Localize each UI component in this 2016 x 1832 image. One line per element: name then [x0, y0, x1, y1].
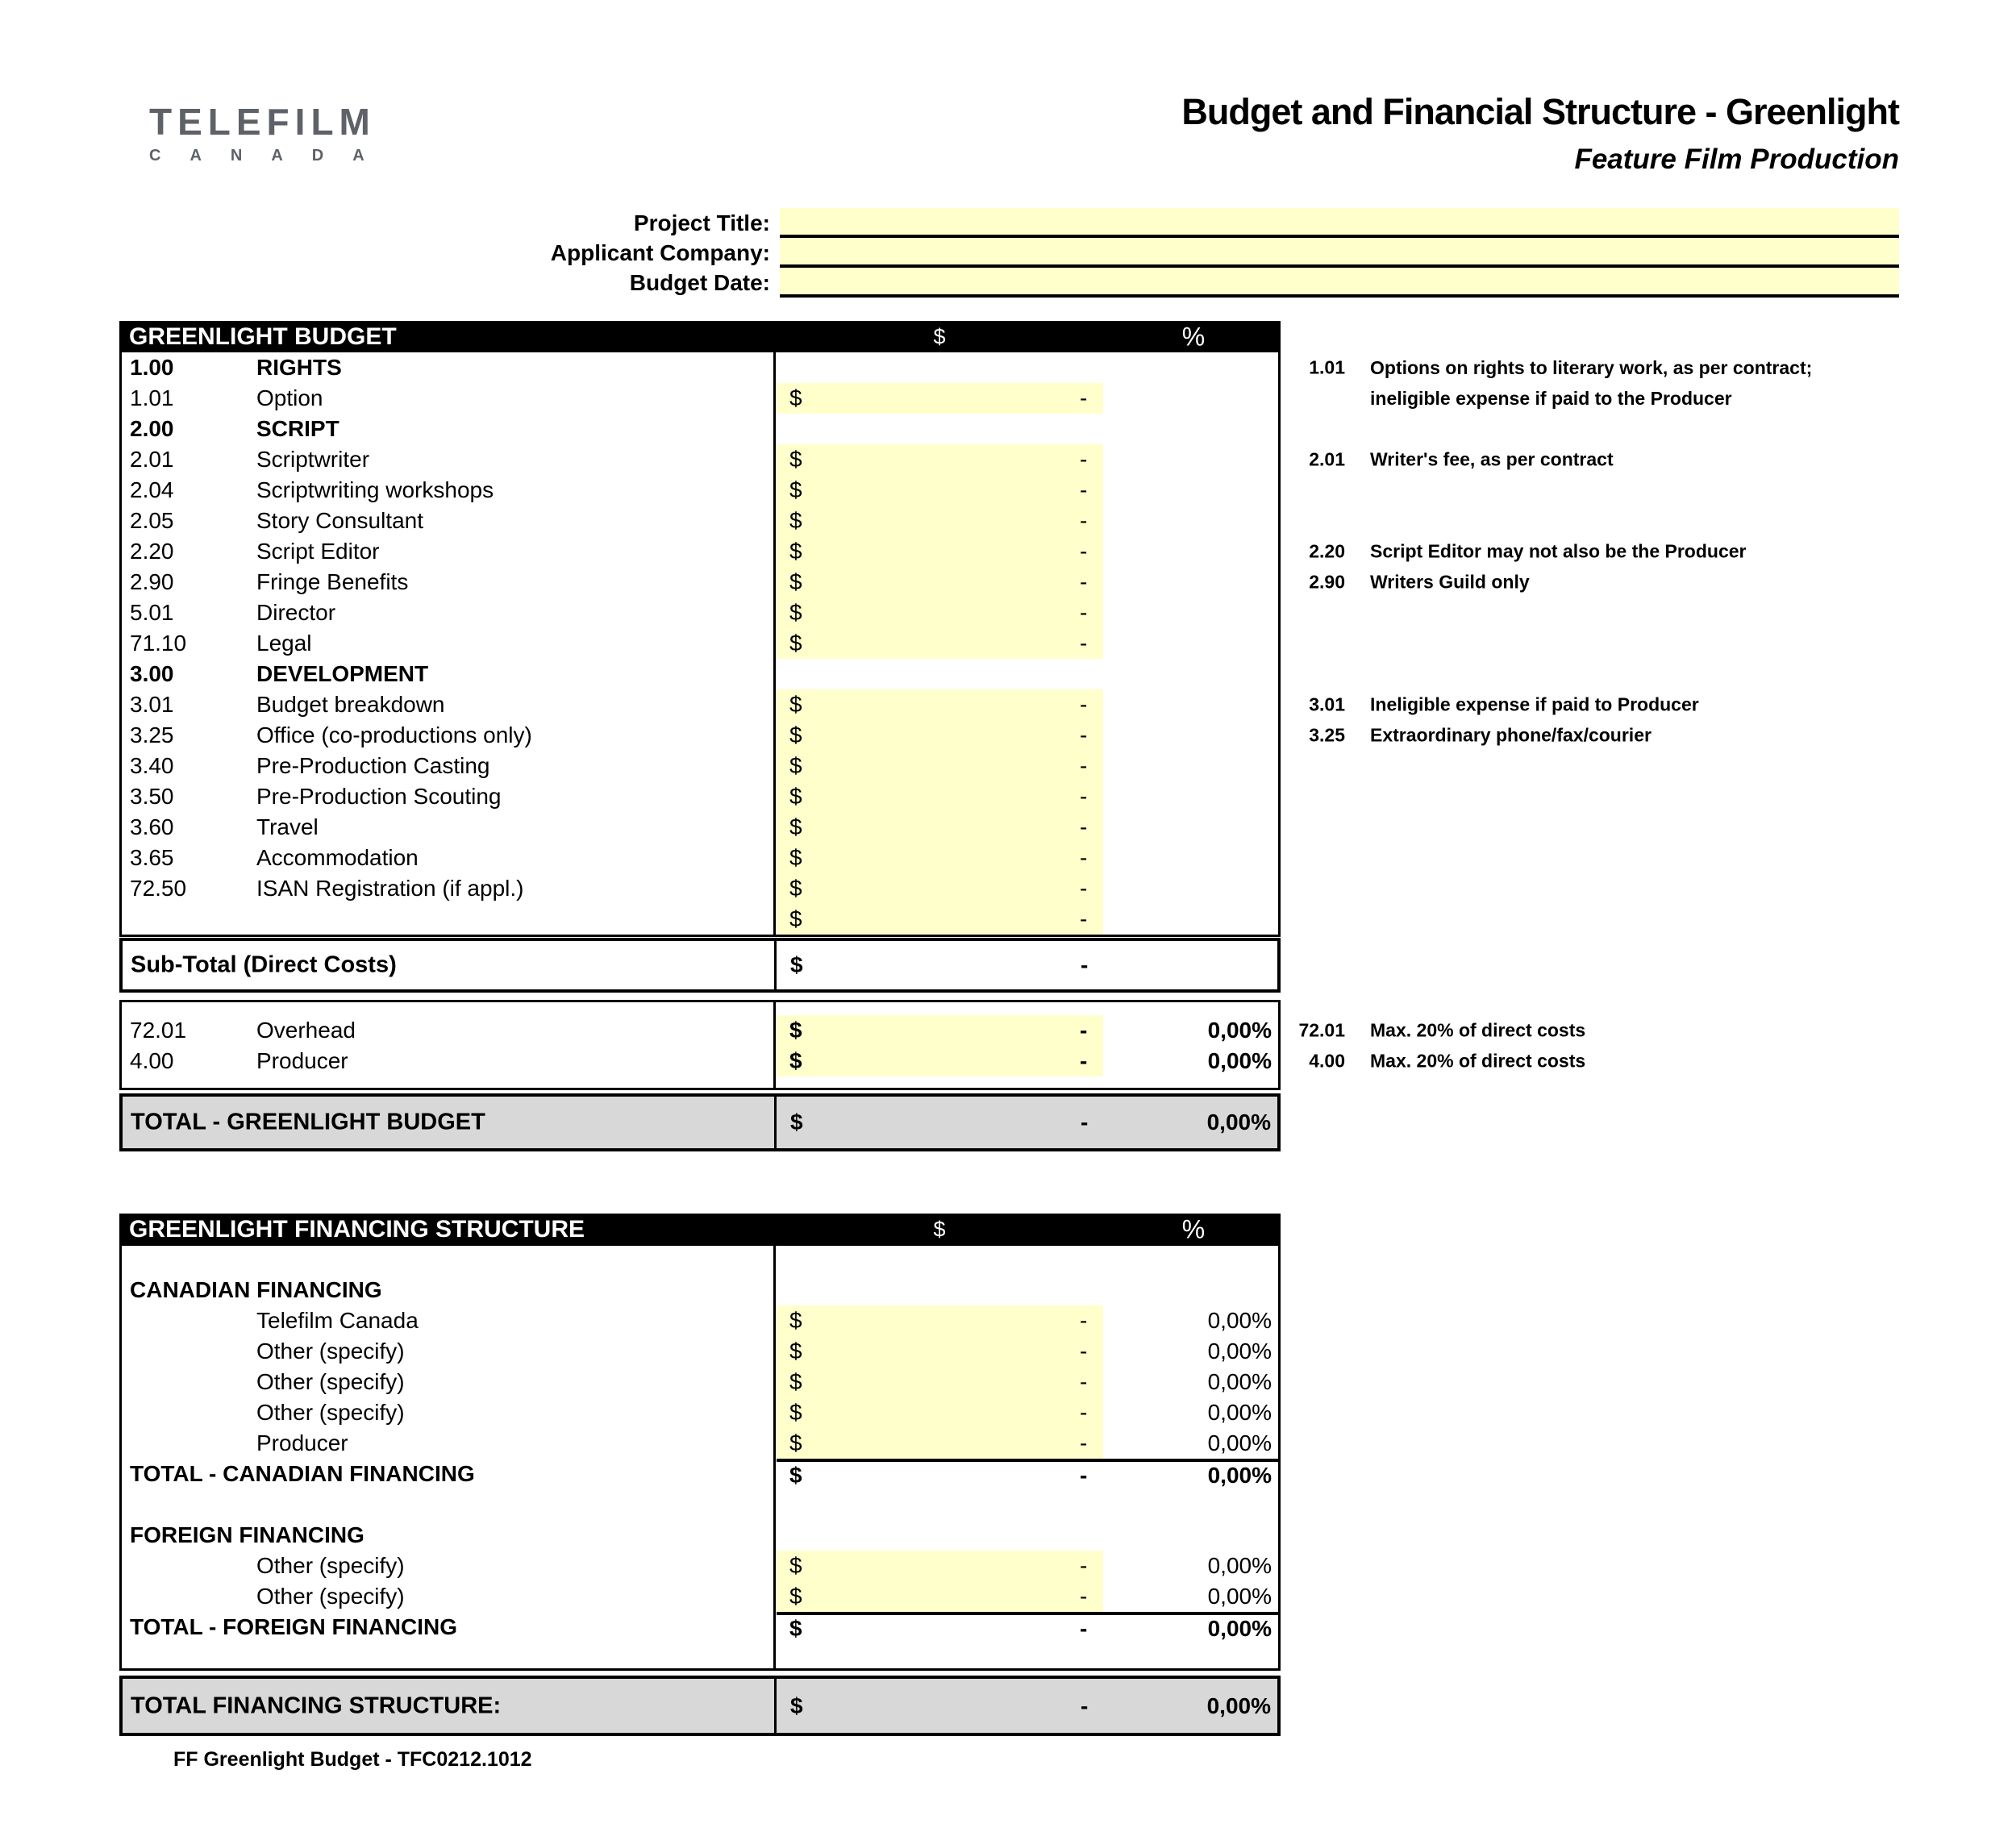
- dollar-sign: $: [789, 1463, 802, 1488]
- amount-value: -: [1080, 1308, 1088, 1333]
- dollar-sign: $: [789, 631, 802, 656]
- title-block: [1181, 90, 1899, 176]
- account-label: Story Consultant: [256, 508, 423, 533]
- form-row-applicant-company: [119, 238, 1899, 268]
- amount-cell: [777, 1336, 1278, 1367]
- financing-table-body: [119, 1246, 1281, 1671]
- dollar-sign: $: [789, 1369, 802, 1394]
- amount-cell: [777, 1551, 1278, 1581]
- account-code: 3.25: [130, 722, 174, 747]
- amount-cell: [777, 1679, 1277, 1733]
- table-row: [122, 1489, 1278, 1520]
- amount-input-cell[interactable]: [777, 444, 1103, 475]
- amount-input-cell[interactable]: [777, 1581, 1103, 1612]
- table-row: [122, 536, 1747, 567]
- amount-cell: [777, 751, 1278, 781]
- table-row: [122, 1612, 1278, 1643]
- dollar-sign: $: [789, 600, 802, 625]
- dollar-sign: $: [789, 539, 802, 564]
- financing-source-label: Other (specify): [256, 1400, 405, 1425]
- amount-input-cell[interactable]: [777, 781, 1103, 812]
- amount-input-cell[interactable]: [777, 567, 1103, 597]
- percent-column-header: %: [1181, 1214, 1206, 1244]
- amount-value: -: [1080, 1616, 1088, 1641]
- amount-input-cell[interactable]: [777, 597, 1103, 628]
- account-label: Accommodation: [256, 845, 419, 870]
- table-row: [122, 1305, 1278, 1336]
- amount-input-cell[interactable]: [777, 904, 1103, 935]
- total-foreign-financing-label: TOTAL - FOREIGN FINANCING: [130, 1614, 457, 1639]
- amount-cell: [777, 1015, 1278, 1046]
- table-row: [122, 444, 1614, 475]
- amount-cell: [777, 843, 1278, 873]
- applicant-company-label: Applicant Company:: [550, 239, 770, 265]
- amount-cell: [777, 1367, 1278, 1397]
- amount-value: -: [1080, 784, 1088, 809]
- table-row: [122, 751, 1278, 781]
- project-title-label: Project Title:: [633, 210, 770, 235]
- account-label: Fringe Benefits: [256, 569, 409, 594]
- amount-cell: [777, 383, 1278, 414]
- amount-value: -: [1081, 1110, 1089, 1135]
- dollar-sign: $: [789, 814, 802, 839]
- subtotal-label: Sub-Total (Direct Costs): [131, 951, 397, 978]
- total-budget-label: TOTAL - GREENLIGHT BUDGET: [131, 1109, 485, 1135]
- account-code: 1.01: [130, 385, 174, 410]
- amount-input-cell[interactable]: [777, 689, 1103, 720]
- account-label: Scriptwriter: [256, 447, 370, 472]
- dollar-sign: $: [789, 1400, 802, 1425]
- account-code: 3.00: [130, 661, 174, 686]
- column-divider: [774, 941, 777, 989]
- table-row: [122, 414, 1278, 444]
- account-label: ISAN Registration (if appl.): [256, 876, 524, 901]
- account-code: 3.01: [130, 692, 174, 717]
- dollar-sign: $: [789, 784, 802, 809]
- dollar-sign: $: [789, 1339, 802, 1364]
- percent-value: 0,00%: [1206, 1693, 1271, 1718]
- dollar-sign: $: [789, 385, 802, 410]
- percent-value: 0,00%: [1206, 1110, 1271, 1135]
- applicant-company-field-wrap: [780, 238, 1899, 268]
- financing-source-label: Telefilm Canada: [256, 1308, 419, 1333]
- amount-value: -: [1080, 845, 1088, 870]
- note-text: Extraordinary phone/fax/courier: [1370, 724, 1652, 746]
- amount-cell: [777, 475, 1278, 506]
- amount-value: -: [1080, 508, 1088, 533]
- financing-source-label: Other (specify): [256, 1553, 405, 1578]
- amount-input-cell[interactable]: [777, 873, 1103, 904]
- dollar-sign: $: [789, 477, 802, 502]
- table-row: [122, 873, 1278, 904]
- account-code: 71.10: [130, 631, 187, 656]
- table-row: [122, 1275, 1278, 1305]
- table-row: [122, 383, 1278, 414]
- telefilm-canada-logo: [149, 103, 394, 164]
- percent-value: 0,00%: [1207, 1048, 1272, 1073]
- amount-cell: [777, 812, 1278, 843]
- amount-value: -: [1080, 385, 1088, 410]
- table-row: [122, 506, 1278, 536]
- percent-value: 0,00%: [1207, 1584, 1272, 1609]
- logo-wordmark: TELEFILM: [149, 101, 376, 143]
- amount-value: -: [1080, 1463, 1088, 1488]
- amount-cell: [777, 1459, 1278, 1489]
- account-code: 3.40: [130, 753, 174, 778]
- account-label: Overhead: [256, 1018, 356, 1043]
- account-label: Travel: [256, 814, 319, 839]
- account-code: 2.20: [130, 539, 174, 564]
- note-code: 4.00: [1309, 1050, 1345, 1072]
- table-row: [122, 597, 1278, 628]
- dollar-sign: $: [789, 1553, 802, 1578]
- amount-cell: [777, 506, 1278, 536]
- note-code: 2.20: [1309, 540, 1345, 562]
- amount-input-cell[interactable]: [777, 1367, 1103, 1397]
- percent-value: 0,00%: [1207, 1308, 1272, 1333]
- subtotal-direct-costs-row: [119, 938, 1281, 993]
- amount-cell: [777, 597, 1278, 628]
- amount-value: -: [1080, 600, 1088, 625]
- percent-value: 0,00%: [1207, 1430, 1272, 1455]
- table-row: [122, 904, 1278, 935]
- section-label: RIGHTS: [256, 355, 342, 380]
- amount-cell: [777, 873, 1278, 904]
- amount-cell: [777, 904, 1278, 935]
- amount-input-cell[interactable]: [777, 383, 1103, 414]
- amount-input-cell[interactable]: [777, 628, 1103, 659]
- account-code: 2.04: [130, 477, 174, 502]
- amount-value: -: [1080, 906, 1088, 931]
- table-row: [122, 659, 1278, 689]
- amount-value: -: [1080, 1369, 1088, 1394]
- account-code: 2.00: [130, 416, 174, 441]
- table-row: [122, 475, 1278, 506]
- amount-value: -: [1080, 569, 1088, 594]
- amount-cell: [777, 536, 1278, 567]
- column-divider: [774, 1097, 777, 1148]
- dollar-sign: $: [790, 1110, 803, 1135]
- amount-input-cell[interactable]: [777, 1336, 1103, 1367]
- amount-input-cell[interactable]: [777, 1015, 1103, 1046]
- account-code: 4.00: [130, 1048, 174, 1073]
- dollar-sign: $: [789, 1018, 802, 1043]
- note-code: 72.01: [1298, 1019, 1345, 1041]
- amount-input-cell[interactable]: [777, 475, 1103, 506]
- section-label: DEVELOPMENT: [256, 661, 429, 686]
- dollar-column-header: $: [933, 1217, 946, 1242]
- overhead-producer-box: [119, 1000, 1586, 1090]
- table-row: [122, 689, 1699, 720]
- form-reference-footer: FF Greenlight Budget - TFC0212.1012: [173, 1748, 532, 1771]
- account-label: Budget breakdown: [256, 692, 445, 717]
- total-financing-structure-row: [119, 1676, 1281, 1736]
- percent-value: 0,00%: [1207, 1400, 1272, 1425]
- amount-input-cell[interactable]: [777, 812, 1103, 843]
- account-label: Director: [256, 600, 336, 625]
- note-text: [1370, 352, 1812, 414]
- account-label: Office (co-productions only): [256, 722, 532, 747]
- document-subtitle: Feature Film Production: [1574, 144, 1899, 175]
- amount-cell: [777, 628, 1278, 659]
- amount-cell: [777, 1046, 1278, 1076]
- dollar-sign: $: [790, 952, 803, 977]
- table-row: [122, 1246, 1278, 1275]
- table-row: [122, 567, 1530, 597]
- account-code: 2.01: [130, 447, 174, 472]
- dollar-sign: $: [789, 1584, 802, 1609]
- financing-source-label: Other (specify): [256, 1369, 405, 1394]
- amount-cell: [777, 941, 1277, 989]
- amount-value: -: [1080, 631, 1088, 656]
- project-title-input[interactable]: [780, 208, 1899, 235]
- financing-source-label: Other (specify): [256, 1584, 405, 1609]
- amount-input-cell[interactable]: [777, 751, 1103, 781]
- table-row: [122, 1367, 1278, 1397]
- note-text: Writers Guild only: [1370, 571, 1530, 593]
- amount-input-cell[interactable]: [777, 1046, 1103, 1076]
- amount-input-cell[interactable]: [777, 720, 1103, 751]
- total-financing-label: TOTAL FINANCING STRUCTURE:: [131, 1693, 502, 1718]
- percent-column-header: %: [1181, 322, 1206, 351]
- dollar-sign: $: [789, 508, 802, 533]
- amount-input-cell[interactable]: [777, 536, 1103, 567]
- table-row: [122, 1015, 1586, 1046]
- financing-source-label: Producer: [256, 1430, 348, 1455]
- amount-input-cell[interactable]: [777, 1397, 1103, 1428]
- dollar-sign: $: [789, 1308, 802, 1333]
- dollar-sign: $: [789, 1048, 802, 1073]
- dollar-sign: $: [789, 1616, 802, 1641]
- amount-value: -: [1080, 876, 1088, 901]
- account-label: Script Editor: [256, 539, 380, 564]
- note-text: Script Editor may not also be the Producer: [1370, 540, 1747, 562]
- project-title-field-wrap: [780, 208, 1899, 238]
- project-info-form: [119, 208, 1899, 298]
- amount-value: -: [1080, 722, 1088, 747]
- financing-table-title: GREENLIGHT FINANCING STRUCTURE: [129, 1216, 585, 1243]
- note-line: ineligible expense if paid to the Producer: [1370, 388, 1732, 409]
- amount-value: -: [1080, 539, 1088, 564]
- table-row: [122, 1551, 1278, 1581]
- logo-country: CANADA: [149, 147, 394, 164]
- account-code: 2.90: [130, 569, 174, 594]
- percent-value: 0,00%: [1207, 1463, 1272, 1488]
- dollar-sign: $: [790, 1693, 803, 1718]
- amount-value: -: [1080, 1339, 1088, 1364]
- note-text: Writer's fee, as per contract: [1370, 448, 1614, 470]
- section-label: FOREIGN FINANCING: [130, 1522, 364, 1547]
- table-row: [122, 1336, 1278, 1367]
- dollar-sign: $: [789, 876, 802, 901]
- account-label: Pre-Production Casting: [256, 753, 490, 778]
- dollar-sign: $: [789, 753, 802, 778]
- budget-date-field-wrap: [780, 268, 1899, 298]
- amount-value: -: [1080, 1048, 1088, 1073]
- amount-value: -: [1080, 692, 1088, 717]
- amount-cell: [777, 781, 1278, 812]
- account-code: 2.05: [130, 508, 174, 533]
- account-code: 3.50: [130, 784, 174, 809]
- table-row: [122, 720, 1652, 751]
- account-label: Pre-Production Scouting: [256, 784, 502, 809]
- amount-input-cell[interactable]: [777, 843, 1103, 873]
- applicant-company-input[interactable]: [780, 238, 1899, 264]
- note-code: 2.90: [1309, 571, 1345, 593]
- note-code: 3.25: [1309, 724, 1345, 746]
- form-row-budget-date: [119, 268, 1899, 298]
- document-title: Budget and Financial Structure - Greenlight: [1181, 91, 1899, 132]
- table-row: [122, 1459, 1278, 1489]
- amount-value: -: [1080, 1553, 1088, 1578]
- amount-input-cell[interactable]: [777, 506, 1103, 536]
- account-label: Scriptwriting workshops: [256, 477, 494, 502]
- amount-value: -: [1080, 477, 1088, 502]
- table-row: [122, 1428, 1278, 1459]
- amount-value: -: [1080, 753, 1088, 778]
- account-label: Option: [256, 385, 323, 410]
- note-code: 1.01: [1309, 356, 1345, 378]
- table-row: [122, 628, 1278, 659]
- amount-value: -: [1080, 1018, 1088, 1043]
- table-row: [122, 781, 1278, 812]
- table-row: [122, 812, 1278, 843]
- amount-cell: [777, 1397, 1278, 1428]
- budget-table-body: [119, 352, 1813, 937]
- amount-value: -: [1080, 1400, 1088, 1425]
- amount-value: -: [1080, 1430, 1088, 1455]
- table-row: [122, 1581, 1278, 1612]
- note-text: Max. 20% of direct costs: [1370, 1050, 1586, 1072]
- amount-cell: [777, 720, 1278, 751]
- percent-value: 0,00%: [1207, 1018, 1272, 1043]
- account-code: 5.01: [130, 600, 174, 625]
- dollar-sign: $: [789, 447, 802, 472]
- dollar-sign: $: [789, 845, 802, 870]
- amount-cell: [777, 1612, 1278, 1643]
- dollar-sign: $: [789, 692, 802, 717]
- table-row: [122, 1046, 1586, 1076]
- amount-value: -: [1081, 1693, 1089, 1718]
- budget-date-input[interactable]: [780, 268, 1899, 294]
- account-code: 3.65: [130, 845, 174, 870]
- note-text: Ineligible expense if paid to Producer: [1370, 693, 1699, 715]
- amount-value: -: [1081, 952, 1089, 977]
- total-canadian-financing-label: TOTAL - CANADIAN FINANCING: [130, 1461, 475, 1486]
- dollar-sign: $: [789, 569, 802, 594]
- amount-cell: [777, 1097, 1277, 1148]
- percent-value: 0,00%: [1207, 1553, 1272, 1578]
- amount-value: -: [1080, 814, 1088, 839]
- account-code: 72.01: [130, 1018, 187, 1043]
- financing-table-header: [119, 1214, 1281, 1246]
- column-divider: [774, 1679, 777, 1733]
- account-label: Producer: [256, 1048, 348, 1073]
- amount-value: -: [1080, 447, 1088, 472]
- budget-table-title: GREENLIGHT BUDGET: [129, 323, 397, 350]
- dollar-sign: $: [789, 722, 802, 747]
- account-code: 72.50: [130, 876, 187, 901]
- budget-table-header: [119, 321, 1281, 352]
- note-code: 3.01: [1309, 693, 1345, 715]
- note-line: Options on rights to literary work, as per contract;: [1370, 357, 1813, 378]
- dollar-column-header: $: [933, 324, 946, 348]
- percent-value: 0,00%: [1207, 1369, 1272, 1394]
- table-row: [122, 1520, 1278, 1551]
- total-greenlight-budget-row: [119, 1093, 1281, 1151]
- dollar-sign: $: [789, 906, 802, 931]
- amount-cell: [777, 1305, 1278, 1336]
- amount-input-cell[interactable]: [777, 1551, 1103, 1581]
- note-code: 2.01: [1309, 448, 1345, 470]
- financing-source-label: Other (specify): [256, 1339, 405, 1364]
- amount-cell: [777, 567, 1278, 597]
- note-text: Max. 20% of direct costs: [1370, 1019, 1586, 1041]
- table-row: [122, 1397, 1278, 1428]
- amount-cell: [777, 689, 1278, 720]
- amount-cell: [777, 444, 1278, 475]
- account-label: Legal: [256, 631, 312, 656]
- form-row-project-title: [119, 208, 1899, 238]
- budget-date-label: Budget Date:: [629, 269, 770, 295]
- table-row: [122, 843, 1278, 873]
- amount-value: -: [1080, 1584, 1088, 1609]
- amount-cell: [777, 1581, 1278, 1612]
- table-row: [122, 352, 1813, 409]
- section-label: CANADIAN FINANCING: [130, 1277, 382, 1302]
- dollar-sign: $: [789, 1430, 802, 1455]
- percent-value: 0,00%: [1207, 1616, 1272, 1641]
- percent-value: 0,00%: [1207, 1339, 1272, 1364]
- account-code: 3.60: [130, 814, 174, 839]
- amount-cell: [777, 1428, 1278, 1459]
- amount-input-cell[interactable]: [777, 1305, 1103, 1336]
- account-code: 1.00: [130, 355, 174, 380]
- amount-input-cell[interactable]: [777, 1428, 1103, 1459]
- section-label: SCRIPT: [256, 416, 339, 441]
